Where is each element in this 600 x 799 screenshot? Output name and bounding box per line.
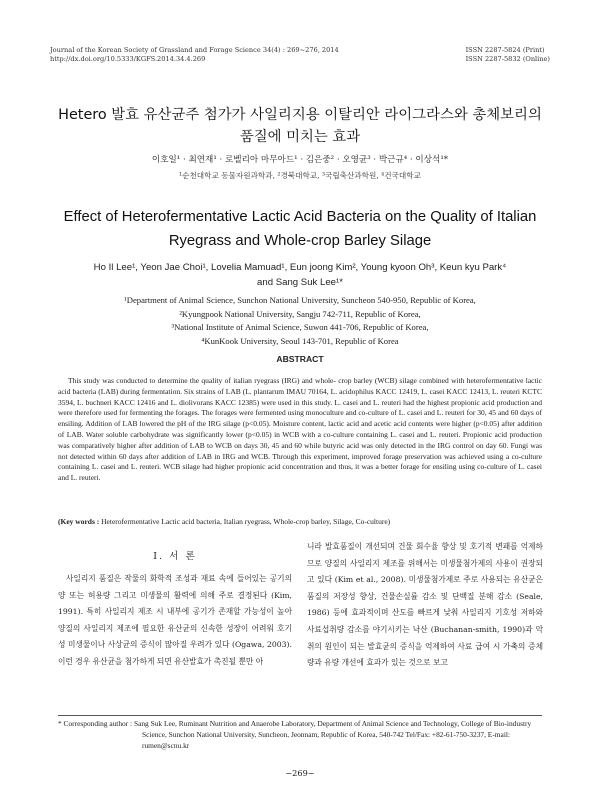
journal-citation: Journal of the Korean Society of Grassland and Forage Science 34(4) : 269~276, 2014 bbox=[50, 46, 339, 54]
english-title bbox=[30, 205, 570, 253]
affiliation-1: ¹Department of Animal Science, Sunchon National University, Suncheon 540-950, Republic of Korea, bbox=[124, 295, 476, 305]
doi-link[interactable]: http://dx.doi.org/10.5333/KGFS.2014.34.4.269 bbox=[50, 55, 206, 64]
korean-authors: 이호일¹ · 최연재¹ · 로벨리아 마무아드¹ · 김은중² · 오영균³ · 박근규⁴ · 이상석¹* bbox=[151, 155, 449, 165]
keywords bbox=[58, 517, 542, 526]
issn-block bbox=[466, 46, 550, 65]
body-left-column: 사일리지 품질은 작물의 화학적 조성과 재료 속에 들어있는 공기의 양 또는 허용량 그리고 미생물의 활력에 의해 주로 결정된다 (Kim, 1991). 특히 사일리지 제조 시 내부에 공기가 존재할 가능성이 높아 양질의 사일리지 제조에 필요한 유산균의 신속한 성장이 어려워 호기성 미생물이나 사상균의 증식이 많아질 우려가 있다 (Ogawa, 2003). 이런 경우 유산균을 첨가하게 되면 유산발효가 촉진될 뿐만 아 bbox=[58, 574, 292, 666]
body-right-column: 니라 발효품질이 개선되며 건물 회수율 향상 및 호기적 변패를 억제하므로 양질의 사일리지 제조를 위해서는 미생물첨가제의 사용이 권장되고 있다 (Kim et al., 2008). 미생물첨가제로 주로 사용되는 유산균은 품질의 저장성 향상, 건물손실률 감소 및 단백질 분해 감소 (Seale, 1986) 등에 효과적이며 산도를 빠르게 낮춰 사일리지 기호성 저하와 사료섭취량 감소를 야기시키는 낙산 (Buchanan-smith, 1990)과 악취의 원인이 되는 발효균의 증식을 억제하여 사료 급여 시 가축의 증체량과 유량 개선에 효과가 있는 것으로 보고 bbox=[307, 542, 543, 668]
english-authors-line1: Ho Il Lee¹, Yeon Jae Choi¹, Lovelia Mamuad¹, Eun joong Kim², Young kyoon Oh³, Keun kyu Park⁴ bbox=[93, 262, 507, 273]
korean-title bbox=[40, 104, 560, 148]
corresponding-author-footnote bbox=[58, 718, 542, 751]
affiliation-4: ⁴KunKook University, Seoul 143-701, Republic of Korea bbox=[201, 335, 399, 346]
issn-online: ISSN 2287-5832 (Online) bbox=[465, 55, 550, 64]
korean-title-line1: Hetero 발효 유산균주 첨가가 사일리지용 이탈리안 라이그라스와 총체보리의 bbox=[58, 107, 542, 123]
keywords-label: (Key words : bbox=[58, 517, 100, 526]
section-heading-introduction: Ⅰ. 서 론 bbox=[153, 551, 197, 562]
english-authors-line2: and Sang Suk Lee¹* bbox=[257, 277, 343, 288]
english-title-line2: Ryegrass and Whole-crop Barley Silage bbox=[168, 233, 432, 249]
english-title-line1: Effect of Heterofermentative Lactic Acid Bacteria on the Quality of Italian bbox=[63, 209, 537, 225]
korean-affiliations: ¹순천대학교 동물자원과학과, ²경북대학교, ³국립축산과학원, ⁴건국대학교 bbox=[179, 171, 421, 180]
abstract-heading: ABSTRACT bbox=[276, 354, 324, 364]
journal-header bbox=[50, 46, 339, 65]
affiliation-3: ³National Institute of Animal Science, Suwon 441-706, Republic of Korea, bbox=[171, 322, 429, 333]
footnote-label: * Corresponding author : bbox=[58, 719, 133, 728]
page-number: −269− bbox=[285, 768, 315, 778]
footnote-divider bbox=[58, 715, 542, 716]
keywords-list: Heterofermentative Lactic acid bacteria, Italian ryegrass, Whole-crop barley, Silage, Co-culture) bbox=[101, 517, 391, 526]
korean-title-line2: 품질에 미치는 효과 bbox=[239, 129, 361, 145]
issn-print: ISSN 2287-5824 (Print) bbox=[465, 46, 545, 54]
footnote-text: Sang Suk Lee, Ruminant Nutrition and Anaerobe Laboratory, Department of Animal Science and Technology, College of Bio-industry Science, Sunchon National University, Suncheon, Jeonnam, Republic of Korea, 540-742 Tel/Fax: +82-61-750-3237, E-mail: rumen@scnu.kr bbox=[133, 719, 532, 750]
english-authors bbox=[50, 260, 550, 290]
english-affiliations bbox=[50, 294, 550, 348]
affiliation-2: ²Kyungpook National University, Sangju 742-711, Republic of Korea, bbox=[179, 308, 421, 319]
abstract-text: This study was conducted to determine the quality of italian ryegrass (IRG) and whole- crop barley (WCB) silage combined with heterofermentative lactic acid bacteria (LAB) during fermentation. Six strains of LAB (L. plantarum IMAU 70164, L. acidophilus KACC 12419, L. casei KACC 12413, L. reuteri KCTC 3594, L. buchneri KACC 12416 and L. diolivorans KACC 12385) were used in this study. L. casei and L. reuteri had the highest propionic acid production and were therefore used for fermenting the forages. The forages were fermented using monoculture and co-culture of L. casei and L. reuteri for 30, 45 and 60 days of ensiling. Addition of LAB lowered the pH of the IRG silage (p<0.05). Moisture content, lactic acid and acetic acid contents were higher (p<0.05) after addition of LAB. Water soluble carbohydrate was significantly lower (p<0.05) in WCB with a co-culture containing L. casei and L. reuteri. Propionic acid production was comparatively higher after addition of LAB to WCB on days 30, 45 and 60 while butyric acid was only detected in the IRG control on day 60. Fungi was not detected within 60 days after addition of LAB in IRG and WCB. Through this experiment, improved forage preservation was achieved using a co-culture containing L. casei and L. reuteri. WCB silage had higher propionic acid concentration and thus, it was a better forage for ensiling using co-culture of L. casei and L. reuteri. bbox=[58, 376, 542, 483]
